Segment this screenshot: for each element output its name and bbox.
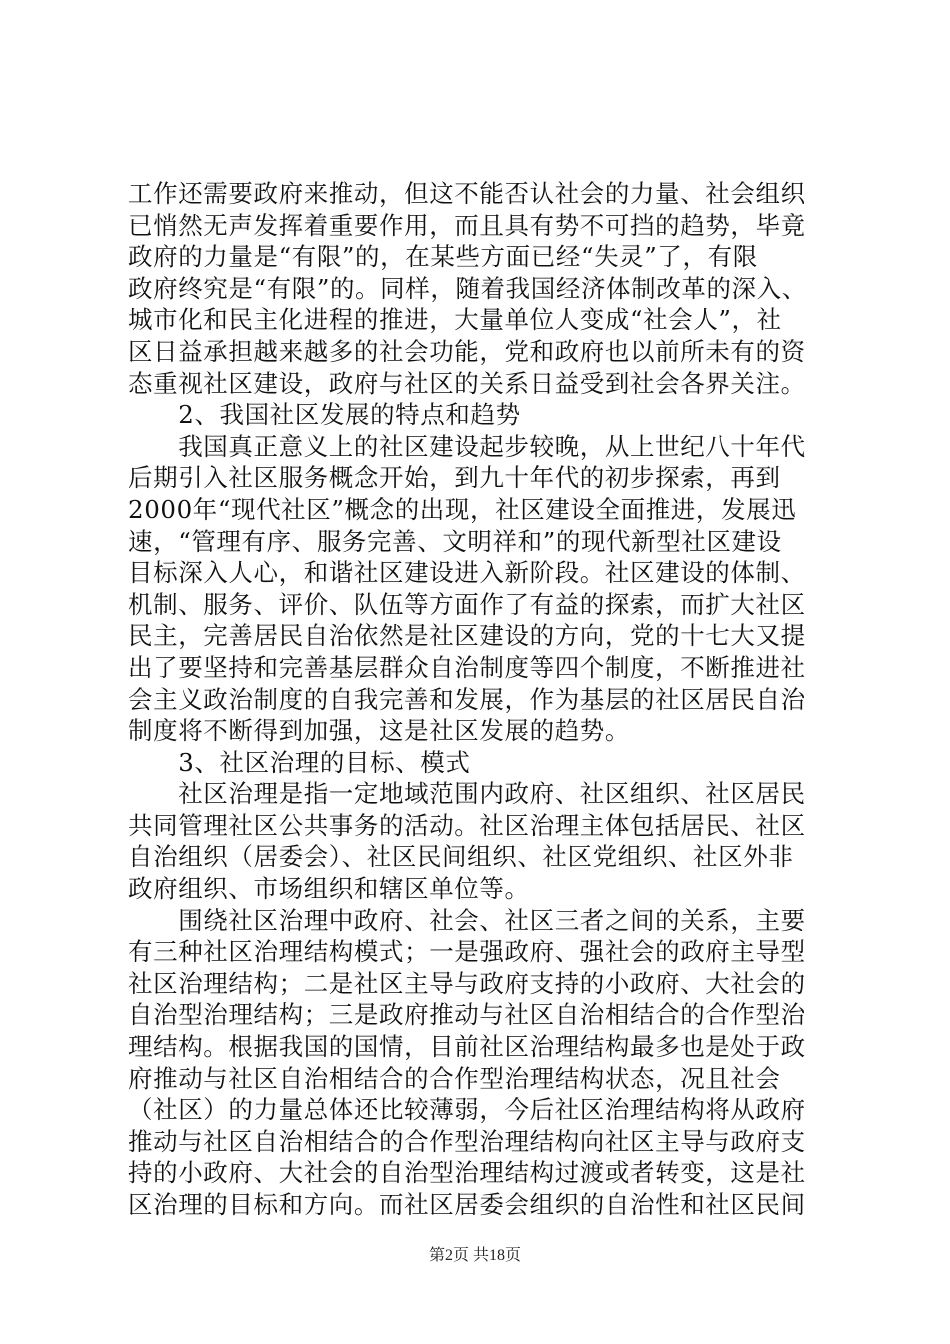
text-line: 出了要坚持和完善基层群众自治制度等四个制度，不断推进社 [128,652,806,682]
text-line: 已悄然无声发挥着重要作用，而且具有势不可挡的趋势，毕竟 [128,210,806,240]
text-line: 态重视社区建设，政府与社区的关系日益受到社会各界关注。 [128,368,806,398]
text-line: 有三种社区治理结构模式；一是强政府、强社会的政府主导型 [128,937,806,967]
text-line: 持的小政府、大社会的自治型治理结构过渡或者转变，这是社 [128,1158,806,1188]
text-line: 我国真正意义上的社区建设起步较晚，从上世纪八十年代 [128,431,806,461]
text-line: 理结构。根据我国的国情，目前社区治理结构最多也是处于政 [128,1032,806,1062]
text-line: 社区治理结构；二是社区主导与政府支持的小政府、大社会的 [128,968,806,998]
text-line: 区治理的目标和方向。而社区居委会组织的自治性和社区民间 [128,1190,806,1219]
text-line: 围绕社区治理中政府、社会、社区三者之间的关系，主要 [128,905,806,935]
text-line: 工作还需要政府来推动，但这不能否认社会的力量、社会组织 [128,179,806,208]
text-line: 会主义政治制度的自我完善和发展，作为基层的社区居民自治 [128,684,806,714]
text-line: 推动与社区自治相结合的合作型治理结构向社区主导与政府支 [128,1126,806,1156]
page-number-footer: 第2页 共18页 [428,1247,521,1264]
text-line: 政府的力量是“有限”的，在某些方面已经“失灵”了，有限 [128,242,758,272]
text-line: 社区治理是指一定地域范围内政府、社区组织、社区居民 [128,779,806,809]
text-line: 速，“管理有序、服务完善、文明祥和”的现代新型社区建设 [128,526,782,556]
text-line: 2000年“现代社区”概念的出现，社区建设全面推进，发展迅 [128,494,797,524]
text-line: 机制、服务、评价、队伍等方面作了有益的探索，而扩大社区 [128,589,806,619]
text-line: 政府终究是“有限”的。同样，随着我国经济体制改革的深入、 [128,273,807,303]
text-line: 后期引入社区服务概念开始，到九十年代的初步探索，再到 [128,463,781,493]
text-line: 府推动与社区自治相结合的合作型治理结构状态，况且社会 [128,1063,781,1093]
text-line: 民主，完善居民自治依然是社区建设的方向，党的十七大又提 [128,621,806,651]
section-heading: 2、我国社区发展的特点和趋势 [128,400,521,430]
text-line: 区日益承担越来越多的社会功能，党和政府也以前所未有的资 [128,336,806,366]
text-line: 城市化和民主化进程的推进，大量单位人变成“社会人”，社 [128,305,782,335]
text-line: 政府组织、市场组织和辖区单位等。 [128,874,530,904]
text-line: 共同管理社区公共事务的活动。社区治理主体包括居民、社区 [128,810,806,840]
text-line: （社区）的力量总体还比较薄弱，今后社区治理结构将从政府 [128,1095,806,1125]
section-heading: 3、社区治理的目标、模式 [128,747,471,777]
text-line: 目标深入人心，和谐社区建设进入新阶段。社区建设的体制、 [128,558,806,588]
text-line: 自治型治理结构；三是政府推动与社区自治相结合的合作型治 [128,1000,806,1030]
body-text [128,178,828,1221]
text-line: 自治组织（居委会）、社区民间组织、社区党组织、社区外非 [128,842,794,872]
text-line: 制度将不断得到加强，这是社区发展的趋势。 [128,716,630,746]
